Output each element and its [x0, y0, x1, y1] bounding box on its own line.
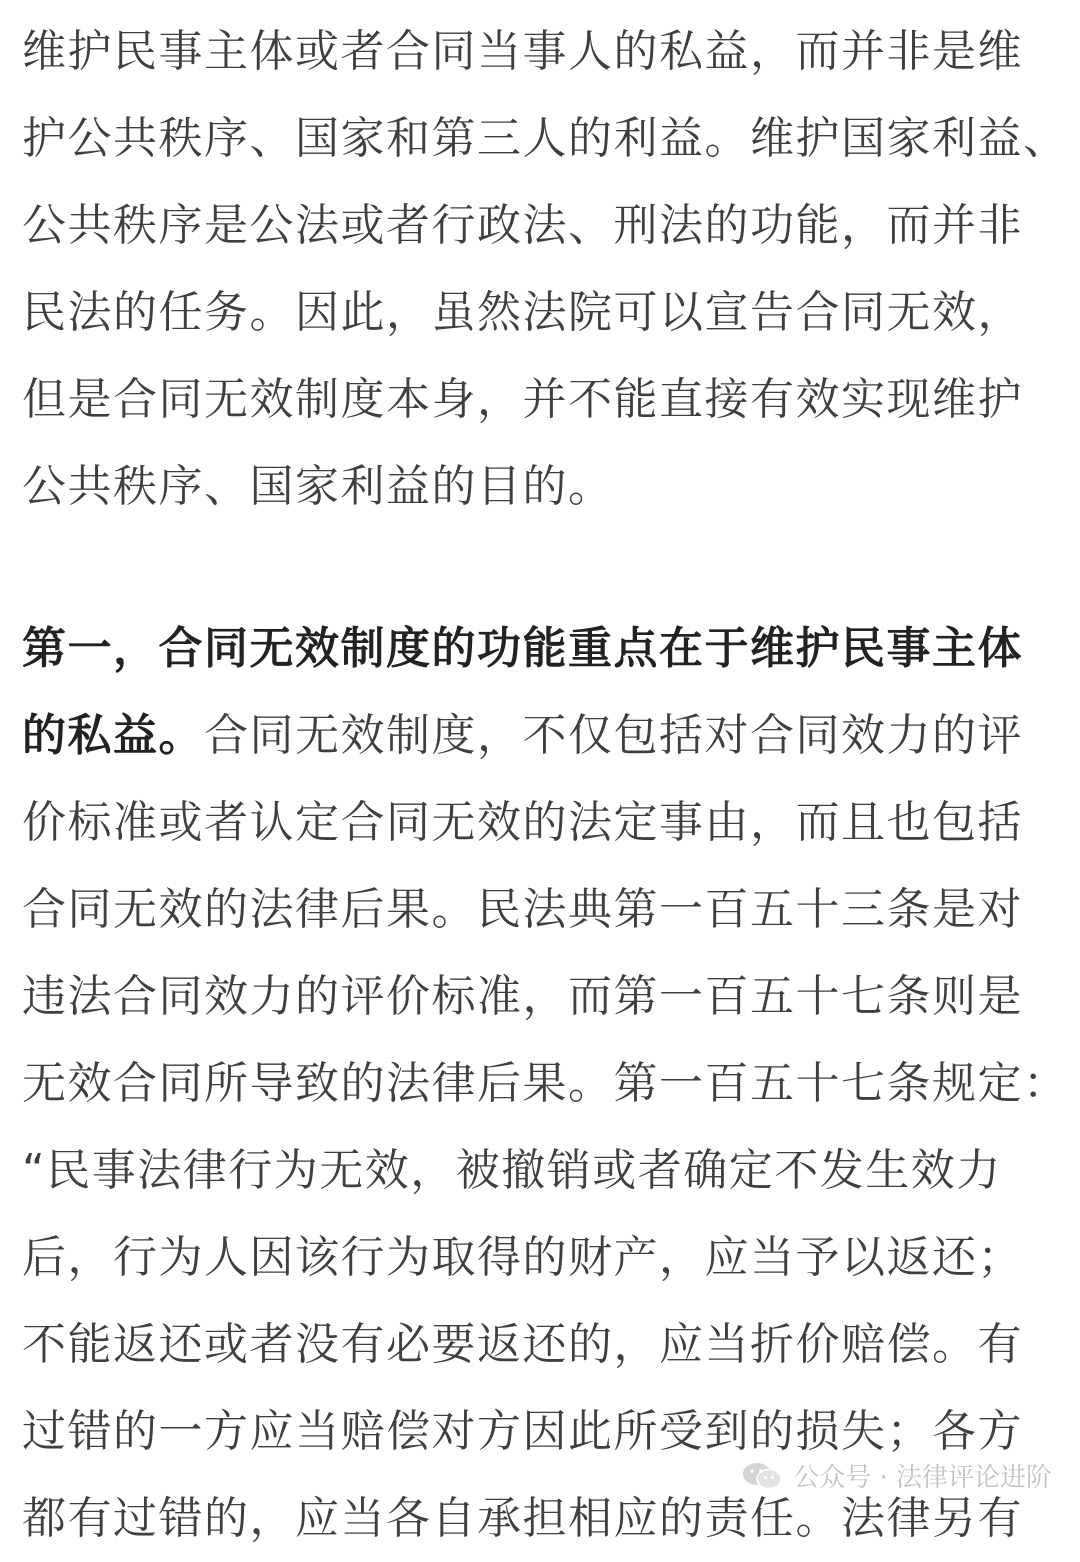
bold-heading-end: 的私益。: [22, 710, 204, 761]
text-line: 公共秩序是公法或者行政法、刑法的功能，而并非: [22, 200, 1023, 251]
paragraph-1: [22, 8, 1069, 530]
text-line: 价标准或者认定合同无效的法定事由，而且也包括: [22, 797, 1023, 848]
paragraph-spacer: [22, 530, 1058, 605]
watermark-text: 公众号 · 法律评论进阶: [793, 1463, 1052, 1493]
watermark: [741, 1457, 1052, 1494]
text-line: 违法合同效力的评价标准，而第一百五十七条则是: [22, 971, 1023, 1022]
bold-heading-line: 第一，合同无效制度的功能重点在于维护民事主体: [22, 623, 1023, 674]
text-line: 但是合同无效制度本身，并不能直接有效实现维护: [22, 374, 1023, 425]
text-line: 后，行为人因该行为取得的财产，应当予以返还；: [22, 1232, 1023, 1283]
article-body: [22, 8, 1069, 1562]
text-line: 无效合同所导致的法律后果。第一百五十七条规定：: [22, 1058, 1069, 1109]
text-line: 都有过错的，应当各自承担相应的责任。法律另有: [22, 1493, 1023, 1544]
text-line: 民法的任务。因此，虽然法院可以宣告合同无效，: [22, 287, 1023, 338]
text-line: 过错的一方应当赔偿对方因此所受到的损失；各方: [22, 1406, 1023, 1457]
text-line: 维护民事主体或者合同当事人的私益，而并非是维: [22, 26, 1023, 77]
text-line: 护公共秩序、国家和第三人的利益。维护国家利益、: [22, 113, 1069, 164]
text-line: 合同无效的法律后果。民法典第一百五十三条是对: [22, 884, 1023, 935]
text-segment: 合同无效制度，不仅包括对合同效力的评: [204, 710, 1023, 761]
text-line: [22, 692, 1058, 779]
text-line: 不能返还或者没有必要返还的，应当折价赔偿。有: [22, 1319, 1023, 1370]
text-line: “民事法律行为无效，被撤销或者确定不发生效力: [22, 1145, 1002, 1196]
text-line: 公共秩序、国家利益的目的。: [22, 461, 614, 512]
paragraph-2: [22, 605, 1069, 1562]
wechat-icon: [741, 1461, 783, 1491]
